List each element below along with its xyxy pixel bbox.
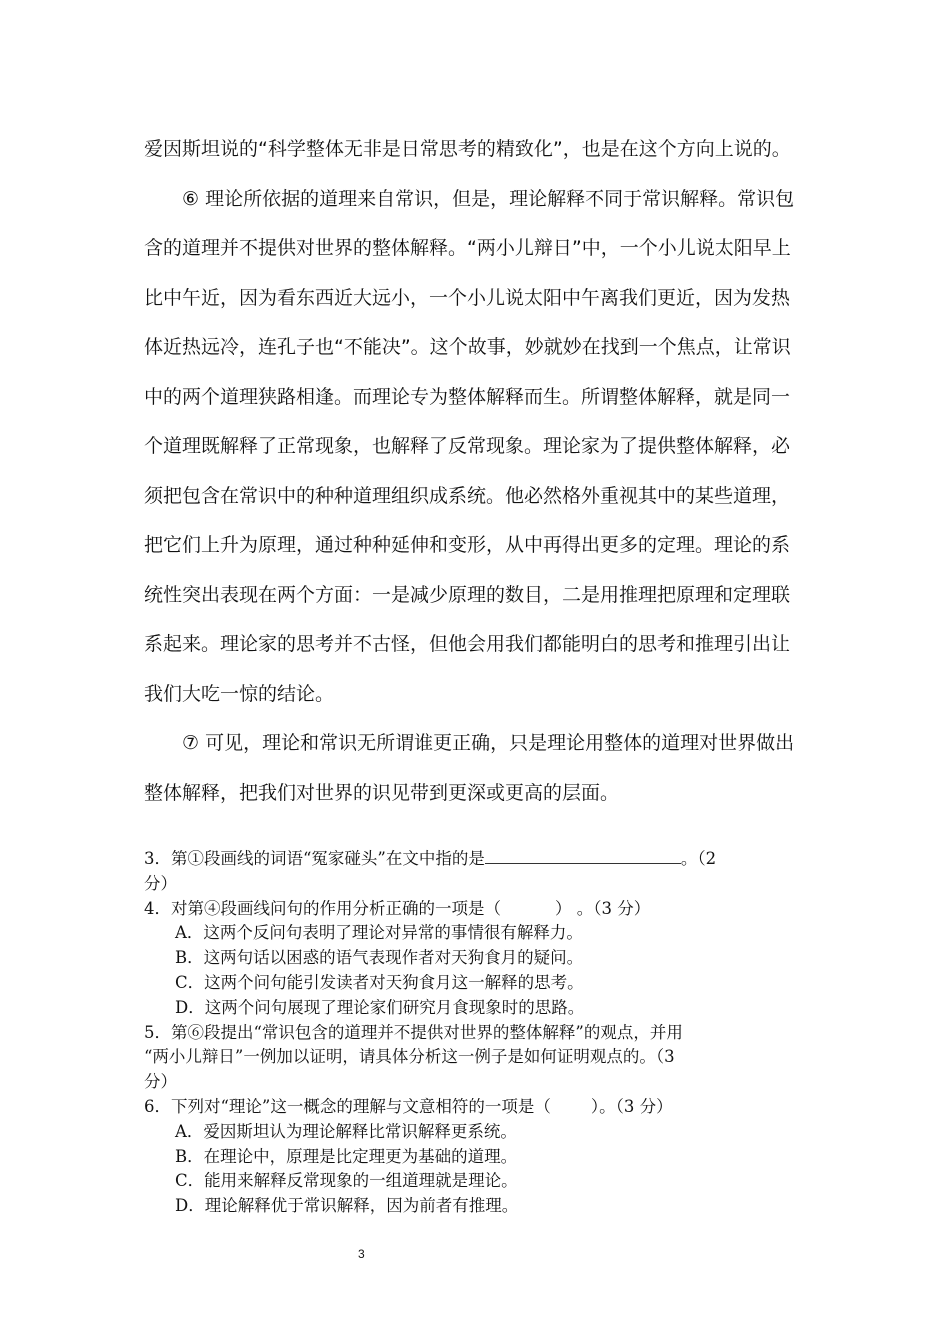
question-6-option-b: B．在理论中，原理是比定理更为基础的道理。 [175, 1146, 518, 1166]
question-3 [144, 846, 816, 872]
question-3-score: 。（2 [680, 849, 717, 868]
passage-line: 统性突出表现在两个方面：一是减少原理的数目，二是用推理把原理和定理联 [144, 583, 791, 606]
question-3-stem: 3．第①段画线的词语“冤家碰头”在文中指的是 [144, 849, 485, 868]
question-3-continued: 分） [144, 873, 177, 893]
passage-line: 个道理既解释了正常现象，也解释了反常现象。理论家为了提供整体解释，必 [144, 435, 791, 457]
passage-line: 系起来。理论家的思考并不古怪，但他会用我们都能明白的思考和推理引出让 [144, 633, 791, 655]
question-6-option-c: C．能用来解释反常现象的一组道理就是理论。 [175, 1171, 518, 1191]
question-4-score: ） 。（3 分） [555, 898, 651, 918]
question-5-line: “两小儿辩日”一例加以证明，请具体分析这一例子是如何证明观点的。（3 [144, 1047, 675, 1067]
question-6-option-d: D．理论解释优于常识解释，因为前者有推理。 [175, 1196, 519, 1216]
passage-text [144, 125, 809, 818]
questions-section [144, 846, 816, 1219]
question-4-option-b: B．这两句话以困惑的语气表现作者对天狗食月的疑问。 [175, 948, 584, 968]
page-number: 3 [358, 1247, 365, 1261]
passage-line: 比中午近，因为看东西近大远小，一个小儿说太阳中午离我们更近，因为发热 [144, 286, 791, 309]
passage-line: 我们大吃一惊的结论。 [144, 682, 335, 705]
passage-line: 中的两个道理狭路相逢。而理论专为整体解释而生。所谓整体解释，就是同一 [144, 385, 791, 408]
passage-line: ⑦ 可见，理论和常识无所谓谁更正确，只是理论用整体的道理对世界做出 [144, 732, 795, 754]
question-5-line: 分） [144, 1072, 177, 1092]
question-4-option-c: C．这两个问句能引发读者对天狗食月这一解释的思考。 [175, 972, 584, 992]
question-4-option-a: A．这两个反问句表明了理论对异常的事情很有解释力。 [175, 923, 583, 943]
passage-line: 含的道理并不提供对世界的整体解释。“两小儿辩日”中，一个小儿说太阳早上 [144, 237, 791, 259]
question-5-line: 5．第⑥段提出“常识包含的道理并不提供对世界的整体解释”的观点，并用 [144, 1022, 683, 1042]
question-4 [144, 897, 816, 922]
question-6-option-a: A．爱因斯坦认为理论解释比常识解释更系统。 [175, 1121, 517, 1141]
question-4-option-d: D．这两个问句展现了理论家们研究月食现象时的思路。 [175, 997, 585, 1017]
answer-blank[interactable] [485, 846, 681, 864]
question-6-score: ）。（3 分） [590, 1096, 673, 1116]
passage-line: ⑥ 理论所依据的道理来自常识，但是，理论解释不同于常识解释。常识包 [144, 187, 795, 210]
passage-line: 爱因斯坦说的“科学整体无非是日常思考的精致化”，也是在这个方向上说的。 [144, 138, 791, 160]
question-6 [144, 1095, 816, 1120]
passage-line: 把它们上升为原理，通过种种延伸和变形，从中再得出更多的定理。理论的系 [144, 534, 791, 556]
question-4-stem: 4．对第④段画线问句的作用分析正确的一项是（ [144, 898, 501, 918]
passage-line: 须把包含在常识中的种种道理组织成系统。他必然格外重视其中的某些道理， [144, 484, 791, 507]
question-6-stem: 6．下列对“理论”这一概念的理解与文意相符的一项是（ [144, 1096, 551, 1116]
passage-line: 整体解释，把我们对世界的识见带到更深或更高的层面。 [144, 781, 620, 804]
passage-line: 体近热远冷，连孔子也“不能决”。这个故事，妙就妙在找到一个焦点，让常识 [144, 336, 791, 358]
